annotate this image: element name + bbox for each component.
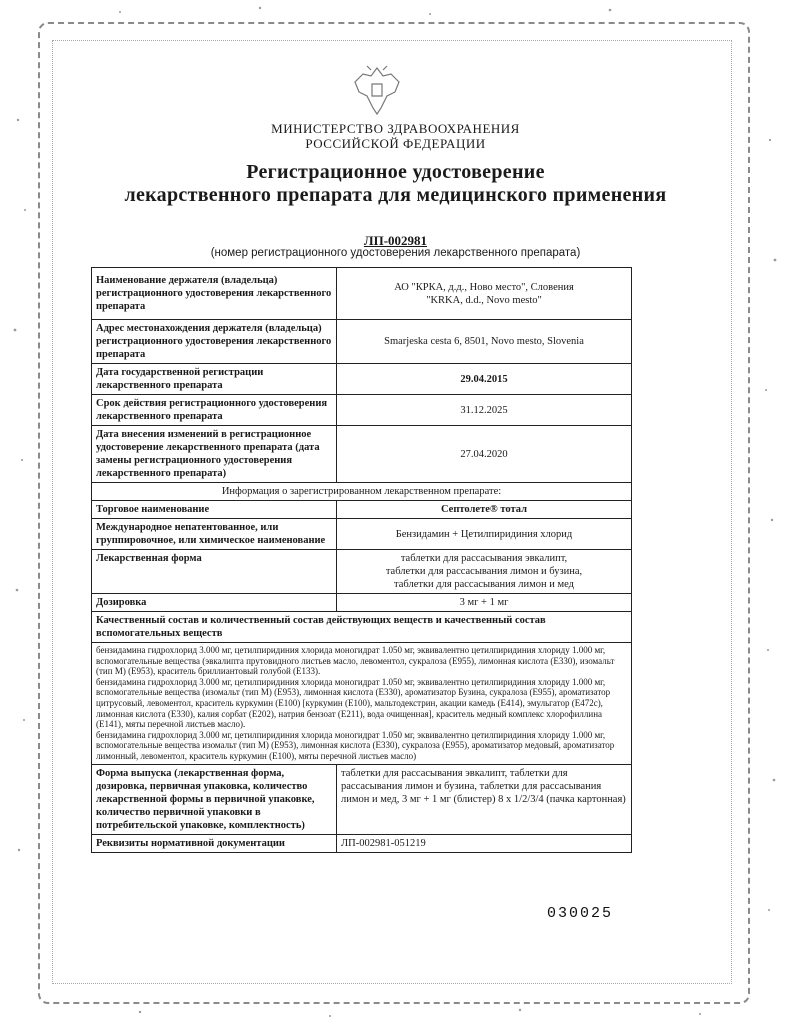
info-header: Информация о зарегистрированном лекарственном препарате: [92, 483, 632, 501]
changes-date-value: 27.04.2020 [337, 426, 632, 483]
table-row [92, 320, 632, 364]
dosage-form-value-line-3: таблетки для рассасывания лимон и мед [394, 579, 574, 590]
dosage-form-label: Лекарственная форма [92, 550, 337, 594]
holder-address-value: Smarjeska cesta 6, 8501, Novo mesto, Slovenia [337, 320, 632, 364]
dosage-form-value-line-2: таблетки для рассасывания лимон и бузина, [385, 566, 583, 577]
table-row [92, 834, 632, 852]
release-form-label: Форма выпуска (лекарственная форма, дозировка, первичная упаковка, количество лекарственной формы в первичной упаковке, количество первичной упаковки в потребительской упаковке, комплектность) [92, 764, 337, 834]
inn-value: Бензидамин + Цетилпиридиния хлорид [337, 519, 632, 550]
registration-number-caption: (номер регистрационного удостоверения лекарственного препарата) [210, 247, 581, 259]
normative-docs-value: ЛП-002981-051219 [337, 834, 632, 852]
composition-variant-3: бензидамина гидрохлорид 3.000 мг, цетилпиридиния хлорида моногидрат 1.050 мг, эквивалентно цетилпиридиния хлориду 1.000 мг, вспомогательные вещества изомальт (тип M) (E953), лимонная кислота (E330), сукралоза (E955), ароматизатор медовый, ароматизатор лимонный, левоментол, краситель куркумин (E100), мяты перечной листьев масло) [96, 729, 615, 761]
table-row [92, 395, 632, 426]
coat-of-arms-emblem [345, 62, 409, 120]
trade-name-value: Септолете® тотал [337, 501, 632, 519]
dosage-form-value [337, 550, 632, 594]
table-row [92, 594, 632, 612]
table-row [92, 483, 632, 501]
release-form-value: таблетки для рассасывания эвкалипт, таблетки для рассасывания лимон и бузина, таблетки для рассасывания лимон и мед, 3 мг + 1 мг (блистер) 8 х 1/2/3/4 (пачка картонная) [337, 764, 632, 834]
table-row [92, 764, 632, 834]
document-title-line-2: лекарственного препарата для медицинского применения [124, 184, 667, 206]
dosage-value: 3 мг + 1 мг [337, 594, 632, 612]
registration-date-value: 29.04.2015 [337, 364, 632, 395]
normative-docs-label: Реквизиты нормативной документации [92, 834, 337, 852]
trade-name-label: Торговое наименование [92, 501, 337, 519]
composition-variant-2: бензидамина гидрохлорид 3.000 мг, цетилпиридиния хлорида моногидрат 1.050 мг, эквивалентно цетилпиридиния хлориду 1.000 мг, вспомогательные вещества (изомальт (тип M) (E953), лимонная кислота (E330), ароматизатор Бузина, сукралоза (E955), ароматизатор цитрусовый, левоментол, краситель куркумин (E100) [куркумин (E100), мальтодекстрин, акации камедь (E414), эмульгатор (E472c), лимонная кислота (E330), калия сорбат (E202), натрия бензоат (E211), вода очищенная], краситель медный комплекс хлорофиллина (E141), мяты перечной листьев масло). [96, 676, 611, 730]
ministry-line-1: МИНИСТЕРСТВО ЗДРАВООХРАНЕНИЯ [271, 121, 520, 136]
table-row [92, 612, 632, 643]
inn-label: Международное непатентованное, или группировочное, или химическое наименование [92, 519, 337, 550]
table-row [92, 643, 632, 765]
composition-details [92, 643, 632, 765]
table-row [92, 550, 632, 594]
registration-date-label: Дата государственной регистрации лекарственного препарата [92, 364, 337, 395]
composition-label: Качественный состав и количественный состав действующих веществ и качественный состав вспомогательных веществ [92, 612, 632, 643]
certificate-table [91, 267, 632, 853]
ministry-line-2: РОССИЙСКОЙ ФЕДЕРАЦИИ [305, 136, 486, 151]
table-row [92, 364, 632, 395]
table-row [92, 268, 632, 320]
validity-label: Срок действия регистрационного удостоверения лекарственного препарата [92, 395, 337, 426]
holder-name-label: Наименование держателя (владельца) регистрационного удостоверения лекарственного препарата [92, 268, 337, 320]
validity-value: 31.12.2025 [337, 395, 632, 426]
table-row [92, 519, 632, 550]
registration-number: ЛП-002981 [363, 233, 428, 248]
composition-variant-1: бензидамина гидрохлорид 3.000 мг, цетилпиридиния хлорида моногидрат 1.050 мг, эквивалентно цетилпиридиния хлориду 1.000 мг, вспомогательные вещества (эвкалипта прутовидного листьев масло, левоментол, сукралоза (E955), лимонная кислота (E330), изомальт (тип M) (E953), краситель бриллиантовый голубой (E133). [96, 645, 615, 677]
holder-name-value-line-2: "KRKA, d.d., Novo mesto" [426, 294, 542, 306]
serial-number: 030025 [547, 905, 614, 922]
holder-address-label: Адрес местонахождения держателя (владельца) регистрационного удостоверения лекарственного препарата [92, 320, 337, 364]
dosage-label: Дозировка [92, 594, 337, 612]
holder-name-value [337, 268, 632, 320]
table-row [92, 426, 632, 483]
dosage-form-value-line-1: таблетки для рассасывания эвкалипт, [400, 553, 568, 564]
document-title-line-1: Регистрационное удостоверение [246, 161, 545, 183]
changes-date-label: Дата внесения изменений в регистрационное удостоверение лекарственного препарата (дата замены регистрационного удостоверения лекарственного препарата) [92, 426, 337, 483]
holder-name-value-line-1: АО "КРКА, д.д., Ново место", Словения [394, 281, 574, 293]
table-row [92, 501, 632, 519]
